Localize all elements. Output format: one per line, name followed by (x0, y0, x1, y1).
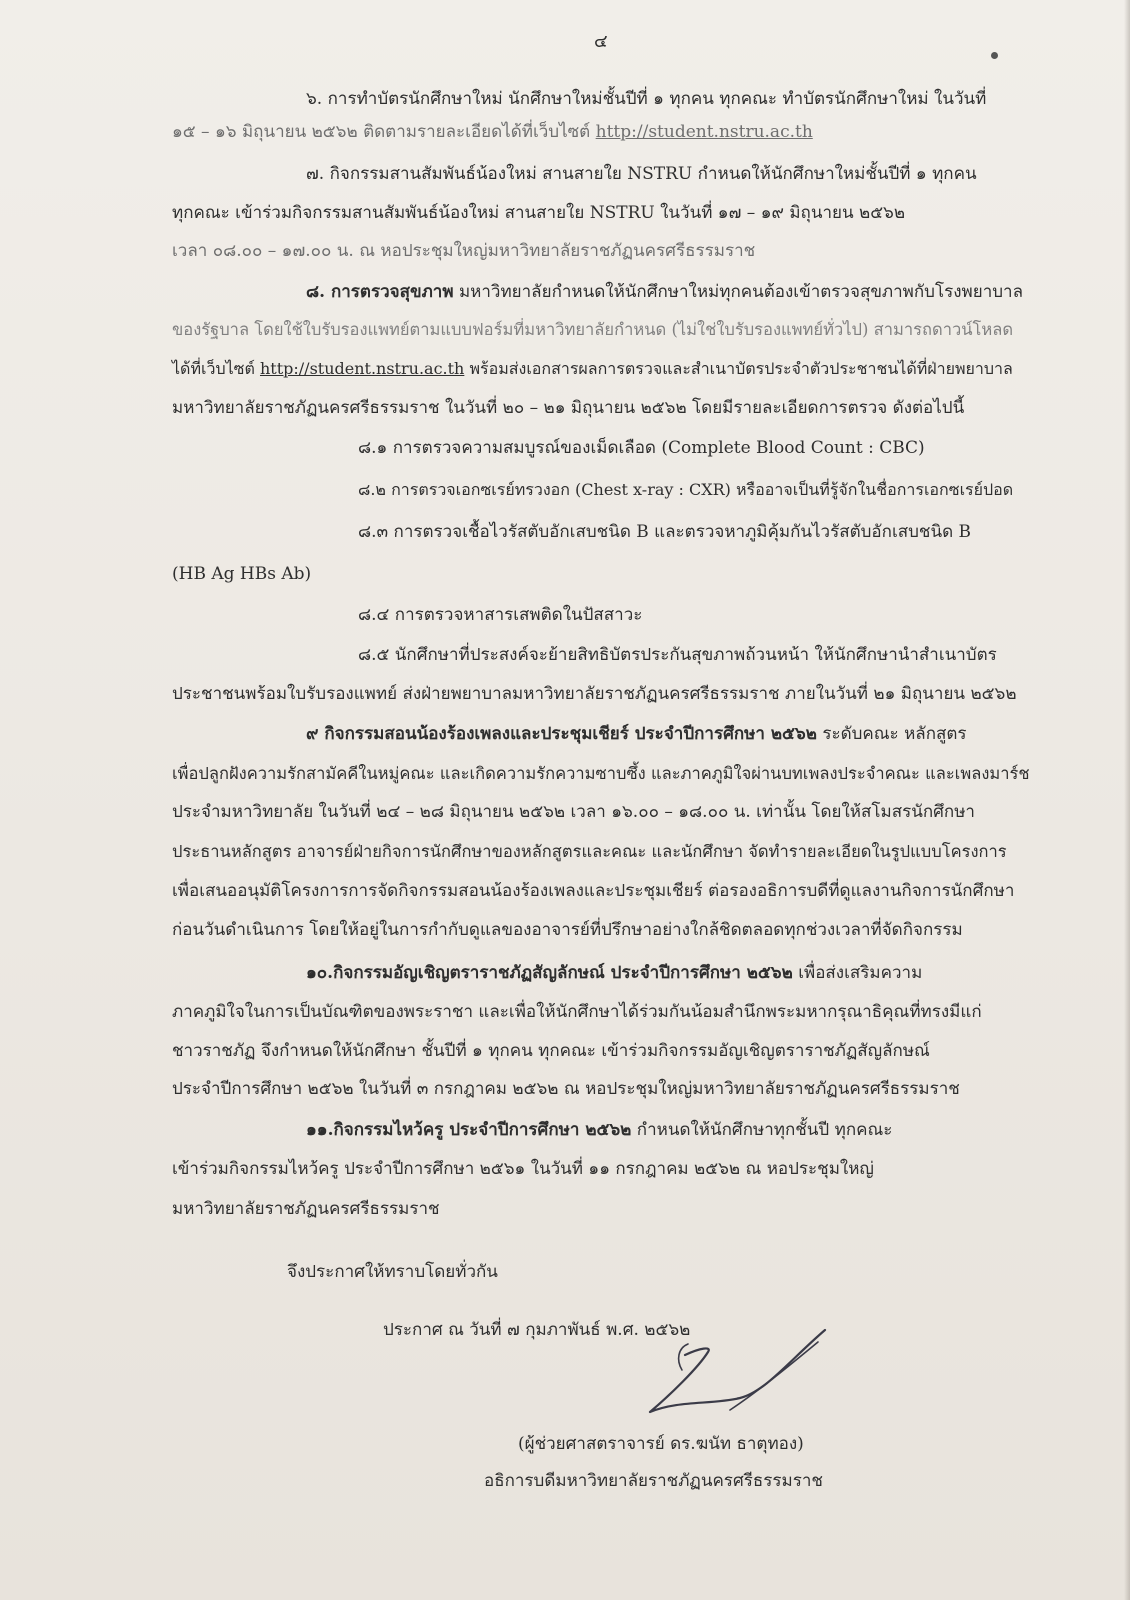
item8-line3-pre: ได้ที่เว็บไซต์ (172, 359, 255, 378)
item10-line3: ชาวราชภัฏ จึงกำหนดให้นักศึกษา ชั้นปีที่ ๑ ทุกคน ทุกคณะ เข้าร่วมกิจกรรมอัญเชิญตราราชภัฏสัญลักษณ์ (172, 1041, 930, 1061)
item9-line2: เพื่อปลูกฝังความรักสามัคคีในหมู่คณะ และเกิดความรักความซาบซึ้ง และภาคภูมิใจผ่านบทเพลงประจำคณะ และเพลงมาร์ช (172, 764, 1030, 783)
item11-line3: มหาวิทยาลัยราชภัฏนครศรีธรรมราช (172, 1199, 440, 1219)
item8-sub1: ๘.๑ การตรวจความสมบูรณ์ของเม็ดเลือด (Complete Blood Count : CBC) (358, 438, 925, 458)
item6-line2-text: ๑๕ – ๑๖ มิถุนายน ๒๕๖๒ ติดตามรายละเอียดได้ที่เว็บไซต์ (172, 122, 591, 142)
item8-line3-post: พร้อมส่งเอกสารผลการตรวจและสำเนาบัตรประจำตัวประชาชนได้ที่ฝ่ายพยาบาล (469, 359, 1013, 378)
item7-line3: เวลา ๐๘.๐๐ – ๑๗.๐๐ น. ณ หอประชุมใหญ่มหาวิทยาลัยราชภัฏนครศรีธรรมราช (172, 241, 756, 261)
item8-line1 (306, 280, 1023, 304)
item9-line3: ประจำมหาวิทยาลัย ในวันที่ ๒๔ – ๒๘ มิถุนายน ๒๕๖๒ เวลา ๑๖.๐๐ – ๑๘.๐๐ น. เท่านั้น โดยให้สโมสรนักศึกษา (172, 802, 975, 822)
item11-line2: เข้าร่วมกิจกรรมไหว้ครู ประจำปีการศึกษา ๒๕๖๑ ในวันที่ ๑๑ กรกฎาคม ๒๕๖๒ ณ หอประชุมใหญ่ (172, 1159, 874, 1179)
announce-date: ประกาศ ณ วันที่ ๗ กุมภาพันธ์ พ.ศ. ๒๕๖๒ (383, 1320, 691, 1340)
item10-line1 (306, 961, 922, 985)
item8-line2: ของรัฐบาล โดยใช้ใบรับรองแพทย์ตามแบบฟอร์มที่มหาวิทยาลัยกำหนด (ไม่ใช่ใบรับรองแพทย์ทั่วไป) สามารถดาวน์โหลด (172, 320, 1014, 339)
item7-line2: ทุกคณะ เข้าร่วมกิจกรรมสานสัมพันธ์น้องใหม่ สานสายใย NSTRU ในวันที่ ๑๗ – ๑๙ มิถุนายน ๒๕๖๒ (172, 203, 906, 223)
item8-sub3-cont: (HB Ag HBs Ab) (172, 564, 312, 584)
page-number: ๔ (594, 31, 608, 52)
item6-website-link[interactable]: http://student.nstru.ac.th (595, 122, 813, 142)
stray-mark (991, 52, 998, 59)
item10-line4: ประจำปีการศึกษา ๒๕๖๒ ในวันที่ ๓ กรกฎาคม ๒๕๖๒ ณ หอประชุมใหญ่มหาวิทยาลัยราชภัฏนครศรีธรรมราช (172, 1079, 960, 1099)
item8-heading: ๘. การตรวจสุขภาพ (306, 282, 454, 302)
item8-sub5-cont: ประชาชนพร้อมใบรับรองแพทย์ ส่งฝ่ายพยาบาลมหาวิทยาลัยราชภัฏนครศรีธรรมราช ภายในวันที่ ๒๑ มิถุนายน ๒๕๖๒ (172, 684, 1017, 704)
signature-stroke-3 (679, 1344, 688, 1370)
signer-title: อธิการบดีมหาวิทยาลัยราชภัฏนครศรีธรรมราช (484, 1471, 823, 1491)
item7-line1: ๗. กิจกรรมสานสัมพันธ์น้องใหม่ สานสายใย NSTRU กำหนดให้นักศึกษาใหม่ชั้นปีที่ ๑ ทุกคน (306, 164, 977, 184)
item8-sub5: ๘.๕ นักศึกษาที่ประสงค์จะย้ายสิทธิบัตรประกันสุขภาพถ้วนหน้า ให้นักศึกษานำสำเนาบัตร (358, 645, 997, 665)
item11-line1-rest: กำหนดให้นักศึกษาทุกชั้นปี ทุกคณะ (636, 1120, 893, 1140)
item11-line1 (306, 1118, 892, 1142)
signature-image (590, 1300, 850, 1420)
item10-line1-rest: เพื่อส่งเสริมความ (798, 963, 923, 983)
item9-heading: ๙ กิจกรรมสอนน้องร้องเพลงและประชุมเชียร์ ประจำปีการศึกษา ๒๕๖๒ (306, 724, 817, 744)
item9-line4: ประธานหลักสูตร อาจารย์ฝ่ายกิจการนักศึกษาของหลักสูตรและคณะ และนักศึกษา จัดทำรายละเอียดในรูปแบบโครงการ (172, 842, 1007, 861)
item6-line2 (172, 120, 813, 144)
item8-website-link[interactable]: http://student.nstru.ac.th (259, 359, 465, 378)
item8-line1-rest: มหาวิทยาลัยกำหนดให้นักศึกษาใหม่ทุกคนต้องเข้าตรวจสุขภาพกับโรงพยาบาล (458, 282, 1024, 302)
item8-line4: มหาวิทยาลัยราชภัฏนครศรีธรรมราช ในวันที่ ๒๐ – ๒๑ มิถุนายน ๒๕๖๒ โดยมีรายละเอียดการตรวจ ดังต่อไปนี้ (172, 398, 965, 418)
item6-line1: ๖. การทำบัตรนักศึกษาใหม่ นักศึกษาใหม่ชั้นปีที่ ๑ ทุกคน ทุกคณะ ทำบัตรนักศึกษาใหม่ ในวันที่ (306, 89, 987, 109)
item9-line1-rest: ระดับคณะ หลักสูตร (822, 724, 967, 744)
item8-sub3: ๘.๓ การตรวจเชื้อไวรัสตับอักเสบชนิด B และตรวจหาภูมิคุ้มกันไวรัสตับอักเสบชนิด B (358, 522, 972, 542)
item9-line5: เพื่อเสนออนุมัติโครงการการจัดกิจกรรมสอนน้องร้องเพลงและประชุมเชียร์ ต่อรองอธิการบดีที่ดูแลงานกิจการนักศึกษา (172, 881, 1015, 901)
item8-sub2: ๘.๒ การตรวจเอกซเรย์ทรวงอก (Chest x-ray : CXR) หรืออาจเป็นที่รู้จักในชื่อการเอกซเรย์ปอด (358, 480, 1014, 499)
item9-line1 (306, 722, 967, 746)
item8-line3 (172, 357, 1013, 381)
item8-sub4: ๘.๔ การตรวจหาสารเสพติดในปัสสาวะ (358, 605, 643, 625)
page-edge-shadow (1124, 0, 1130, 1600)
signature-stroke (650, 1330, 825, 1412)
signer-name: (ผู้ช่วยศาสตราจารย์ ดร.ฆนัท ธาตุทอง) (518, 1434, 804, 1454)
item10-line2: ภาคภูมิใจในการเป็นบัณฑิตของพระราชา และเพื่อให้นักศึกษาได้ร่วมกันน้อมสำนึกพระมหากรุณาธิคุณที่ทรงมีแก่ (172, 1002, 982, 1022)
item9-line6: ก่อนวันดำเนินการ โดยให้อยู่ในการกำกับดูแลของอาจารย์ที่ปรึกษาอย่างใกล้ชิดตลอดทุกช่วงเวลาที่จัดกิจกรรม (172, 920, 963, 940)
item11-heading: ๑๑.กิจกรรมไหว้ครู ประจำปีการศึกษา ๒๕๖๒ (306, 1120, 632, 1140)
item10-heading: ๑๐.กิจกรรมอัญเชิญตราราชภัฏสัญลักษณ์ ประจำปีการศึกษา ๒๕๖๒ (306, 963, 793, 983)
closing-text: จึงประกาศให้ทราบโดยทั่วกัน (287, 1262, 498, 1282)
